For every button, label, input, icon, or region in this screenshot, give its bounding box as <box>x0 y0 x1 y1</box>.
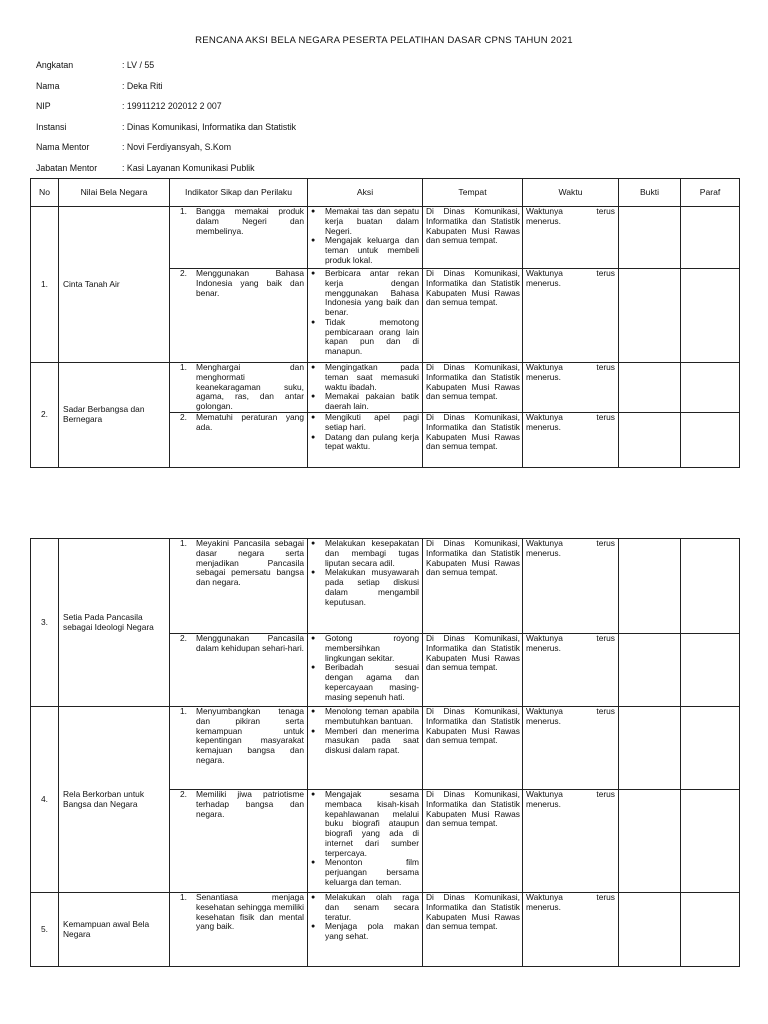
aksi-text: Gotong royong membersihkan lingkungan sekitar. <box>325 633 419 663</box>
row-number: 5. <box>31 893 59 967</box>
tempat-cell: Di Dinas Komunikasi, Informatika dan Statistik Kabupaten Musi Rawas dan semua tempat. <box>423 413 523 468</box>
aksi-item <box>311 790 419 858</box>
paraf-cell <box>681 363 740 413</box>
aksi-item <box>311 707 419 727</box>
table-row <box>31 363 740 413</box>
indikator-text: Senantiasa menjaga kesehatan sehingga memiliki kesehatan fisik dan mental yang baik. <box>196 892 304 932</box>
info-value: : 19911212 202012 2 007 <box>122 101 222 112</box>
tempat-cell: Di Dinas Komunikasi, Informatika dan Statistik Kabupaten Musi Rawas dan semua tempat. <box>423 893 523 967</box>
waktu-cell: Waktunya terus menerus. <box>523 893 619 967</box>
indikator-number: 1. <box>180 892 187 902</box>
tempat-cell: Di Dinas Komunikasi, Informatika dan Statistik Kabupaten Musi Rawas dan semua tempat. <box>423 790 523 893</box>
header-indikator: Indikator Sikap dan Perilaku <box>170 179 308 207</box>
paraf-cell <box>681 413 740 468</box>
bukti-cell <box>619 207 681 269</box>
aksi-text: Melakukan olah raga dan senam secara teratur. <box>325 892 419 922</box>
aksi-list <box>308 413 422 452</box>
aksi-item <box>311 207 419 236</box>
bullet-icon: ● <box>311 433 316 441</box>
indikator-cell <box>170 893 308 967</box>
waktu-cell: Waktunya terus menerus. <box>523 634 619 707</box>
indikator-cell <box>170 413 308 468</box>
info-label: Angkatan <box>36 60 74 71</box>
indikator-text: Bangga memakai produk dalam Negeri dan membelinya. <box>196 206 304 236</box>
info-value: : Deka Riti <box>122 80 163 91</box>
aksi-list <box>308 893 422 942</box>
paraf-cell <box>681 707 740 790</box>
aksi-text: Mengikuti apel pagi setiap hari. <box>325 412 419 432</box>
indikator-number: 1. <box>180 706 187 716</box>
bullet-icon: ● <box>311 859 316 867</box>
bukti-cell <box>619 790 681 893</box>
nilai-bela-negara: Cinta Tanah Air <box>59 207 170 363</box>
indikator-cell <box>170 363 308 413</box>
row-number: 2. <box>31 363 59 468</box>
indikator-item <box>170 539 307 588</box>
waktu-cell: Waktunya terus menerus. <box>523 707 619 790</box>
aksi-cell <box>308 413 423 468</box>
nilai-bela-negara: Rela Berkorban untuk Bangsa dan Negara <box>59 707 170 893</box>
indikator-number: 1. <box>180 538 187 548</box>
bukti-cell <box>619 269 681 363</box>
bullet-icon: ● <box>311 664 316 672</box>
table-row <box>31 893 740 967</box>
bullet-icon: ● <box>311 364 316 371</box>
header-tempat: Tempat <box>423 179 523 207</box>
waktu-cell: Waktunya terus menerus. <box>523 207 619 269</box>
aksi-text: Memakai tas dan sepatu kerja buatan dalam Negeri. <box>325 206 419 236</box>
paraf-cell <box>681 893 740 967</box>
indikator-item <box>170 363 307 412</box>
bukti-cell <box>619 707 681 790</box>
indikator-number: 2. <box>180 633 187 643</box>
table-row <box>31 539 740 634</box>
info-label: Nama <box>36 80 60 91</box>
info-label: NIP <box>36 101 51 112</box>
bukti-cell <box>619 363 681 413</box>
aksi-cell <box>308 539 423 634</box>
action-plan-table-continued <box>30 538 740 967</box>
indikator-number: 2. <box>180 268 187 278</box>
bullet-icon: ● <box>311 208 316 215</box>
nilai-bela-negara: Kemampuan awal Bela Negara <box>59 893 170 967</box>
aksi-item <box>311 413 419 433</box>
indikator-cell <box>170 539 308 634</box>
aksi-item <box>311 727 419 756</box>
indikator-number: 2. <box>180 789 187 799</box>
indikator-cell <box>170 269 308 363</box>
tempat-cell: Di Dinas Komunikasi, Informatika dan Statistik Kabupaten Musi Rawas dan semua tempat. <box>423 207 523 269</box>
aksi-text: Mengajak keluarga dan teman untuk membeli produk lokal. <box>325 235 419 265</box>
participant-info <box>36 55 736 178</box>
tempat-cell: Di Dinas Komunikasi, Informatika dan Statistik Kabupaten Musi Rawas dan semua tempat. <box>423 539 523 634</box>
info-row-jabatan-mentor <box>36 158 736 179</box>
aksi-item <box>311 893 419 922</box>
info-label: Nama Mentor <box>36 142 90 153</box>
aksi-text: Tidak memotong pembicaraan orang lain kapan pun dan di manapun. <box>325 316 419 356</box>
paraf-cell <box>681 790 740 893</box>
info-label: Jabatan Mentor <box>36 162 98 173</box>
indikator-text: Menghargai dan menghormati keanekaragaman suku, agama, ras, dan antar golongan. <box>196 362 304 411</box>
indikator-text: Memiliki jiwa patriotisme terhadap bangsa dan negara. <box>196 789 304 819</box>
header-no: No <box>31 179 59 207</box>
indikator-text: Menggunakan Pancasila dalam kehidupan sehari-hari. <box>196 633 305 653</box>
row-number: 3. <box>31 539 59 707</box>
aksi-text: Menonton film perjuangan bersama keluarga dan teman. <box>325 857 419 887</box>
aksi-item <box>311 634 419 663</box>
info-label: Instansi <box>36 121 67 132</box>
info-value: : LV / 55 <box>122 60 155 71</box>
indikator-cell <box>170 207 308 269</box>
waktu-cell: Waktunya terus menerus. <box>523 413 619 468</box>
aksi-item <box>311 433 419 453</box>
waktu-cell: Waktunya terus menerus. <box>523 790 619 893</box>
aksi-cell <box>308 207 423 269</box>
indikator-item <box>170 707 307 766</box>
aksi-item <box>311 269 419 318</box>
info-row-nama <box>36 76 736 97</box>
aksi-cell <box>308 363 423 413</box>
paraf-cell <box>681 539 740 634</box>
table-body-page-2 <box>31 539 740 967</box>
aksi-list <box>308 634 422 702</box>
bullet-icon: ● <box>311 923 316 931</box>
aksi-item <box>311 568 419 607</box>
aksi-list <box>308 363 422 412</box>
info-value: : Novi Ferdiyansyah, S.Kom <box>122 142 232 153</box>
bullet-icon: ● <box>311 635 316 642</box>
aksi-text: Mengajak sesama membaca kisah-kisah kepahlawanan melalui buku biografi ataupun biografi yang ada di internet dari sumber terpercaya. <box>325 789 419 858</box>
aksi-list <box>308 707 422 756</box>
aksi-text: Menolong teman apabila membutuhkan bantuan. <box>325 706 419 726</box>
indikator-cell <box>170 634 308 707</box>
paraf-cell <box>681 269 740 363</box>
header-paraf: Paraf <box>681 179 740 207</box>
info-row-angkatan <box>36 55 736 76</box>
aksi-item <box>311 539 419 568</box>
info-row-nama-mentor <box>36 137 736 158</box>
bullet-icon: ● <box>311 237 316 245</box>
waktu-cell: Waktunya terus menerus. <box>523 269 619 363</box>
indikator-item <box>170 269 307 298</box>
aksi-item <box>311 663 419 702</box>
indikator-item <box>170 790 307 819</box>
indikator-text: Mematuhi peraturan yang ada. <box>196 412 304 432</box>
nilai-bela-negara: Setia Pada Pancasila sebagai Ideologi Negara <box>59 539 170 707</box>
aksi-cell <box>308 634 423 707</box>
bukti-cell <box>619 539 681 634</box>
aksi-text: Mengingatkan pada teman saat memasuki waktu ibadah. <box>325 362 419 392</box>
table-body-page-1 <box>31 207 740 468</box>
aksi-text: Melakukan kesepakatan dan membagi tugas liputan secara adil. <box>325 538 419 568</box>
tempat-cell: Di Dinas Komunikasi, Informatika dan Statistik Kabupaten Musi Rawas dan semua tempat. <box>423 363 523 413</box>
bukti-cell <box>619 634 681 707</box>
waktu-cell: Waktunya terus menerus. <box>523 363 619 413</box>
bullet-icon: ● <box>311 318 316 326</box>
aksi-text: Menjaga pola makan yang sehat. <box>325 921 419 941</box>
indikator-item <box>170 893 307 932</box>
aksi-list <box>308 269 422 357</box>
aksi-item <box>311 922 419 942</box>
tempat-cell: Di Dinas Komunikasi, Informatika dan Statistik Kabupaten Musi Rawas dan semua tempat. <box>423 707 523 790</box>
bukti-cell <box>619 413 681 468</box>
indikator-cell <box>170 790 308 893</box>
aksi-item <box>311 363 419 392</box>
paraf-cell <box>681 207 740 269</box>
aksi-text: Datang dan pulang kerja tepat waktu. <box>325 431 419 452</box>
indikator-text: Meyakini Pancasila sebagai dasar negara serta menjadikan Pancasila sebagai pemersatu bangsa dan negara. <box>196 538 304 587</box>
bullet-icon: ● <box>311 727 316 735</box>
aksi-list <box>308 207 422 266</box>
indikator-cell <box>170 707 308 790</box>
aksi-list <box>308 539 422 607</box>
aksi-text: Memberi dan menerima masukan pada saat diskusi dalam rapat. <box>325 725 419 755</box>
header-nilai: Nilai Bela Negara <box>59 179 170 207</box>
action-plan-table <box>30 178 740 468</box>
indikator-number: 1. <box>180 362 187 372</box>
aksi-item <box>311 392 419 412</box>
paraf-cell <box>681 634 740 707</box>
aksi-text: Beribadah sesuai dengan agama dan kepercayaan masing-masing sepenuh hati. <box>325 662 419 702</box>
indikator-item <box>170 634 307 654</box>
tempat-cell: Di Dinas Komunikasi, Informatika dan Statistik Kabupaten Musi Rawas dan semua tempat. <box>423 634 523 707</box>
bullet-icon: ● <box>311 569 316 577</box>
aksi-text: Memakai pakaian batik daerah lain. <box>325 391 419 411</box>
document-title: RENCANA AKSI BELA NEGARA PESERTA PELATIHAN DASAR CPNS TAHUN 2021 <box>195 35 573 46</box>
table-row <box>31 707 740 790</box>
bullet-icon: ● <box>311 540 316 547</box>
row-number: 4. <box>31 707 59 893</box>
aksi-list <box>308 790 422 888</box>
info-value: : Kasi Layanan Komunikasi Publik <box>122 162 255 173</box>
aksi-item <box>311 858 419 887</box>
indikator-item <box>170 413 307 433</box>
aksi-cell <box>308 269 423 363</box>
indikator-text: Menyumbangkan tenaga dan pikiran serta kemampuan untuk kepentingan masyarakat kemajuan bangsa dan negara. <box>196 706 304 765</box>
aksi-item <box>311 318 419 357</box>
aksi-cell <box>308 893 423 967</box>
row-number: 1. <box>31 207 59 363</box>
header-waktu: Waktu <box>523 179 619 207</box>
bullet-icon: ● <box>311 708 316 715</box>
table-row <box>31 207 740 269</box>
header-aksi: Aksi <box>308 179 423 207</box>
bukti-cell <box>619 893 681 967</box>
indikator-number: 1. <box>180 206 187 216</box>
aksi-cell <box>308 790 423 893</box>
info-row-instansi <box>36 117 736 138</box>
aksi-cell <box>308 707 423 790</box>
indikator-number: 2. <box>180 412 187 422</box>
header-bukti: Bukti <box>619 179 681 207</box>
info-value: : Dinas Komunikasi, Informatika dan Statistik <box>122 121 297 132</box>
bullet-icon: ● <box>311 270 316 277</box>
aksi-text: Berbicara antar rekan kerja dengan menggunakan Bahasa Indonesia yang baik dan benar. <box>325 268 419 317</box>
nilai-bela-negara: Sadar Berbangsa dan Bernegara <box>59 363 170 468</box>
bullet-icon: ● <box>311 791 316 798</box>
tempat-cell: Di Dinas Komunikasi, Informatika dan Statistik Kabupaten Musi Rawas dan semua tempat. <box>423 269 523 363</box>
info-row-nip <box>36 96 736 117</box>
table-header-row <box>31 179 740 207</box>
aksi-text: Melakukan musyawarah pada setiap diskusi dalam mengambil keputusan. <box>325 567 419 607</box>
indikator-item <box>170 207 307 236</box>
bullet-icon: ● <box>311 393 316 401</box>
aksi-item <box>311 236 419 265</box>
bullet-icon: ● <box>311 894 316 901</box>
indikator-text: Menggunakan Bahasa Indonesia yang baik dan benar. <box>196 268 304 298</box>
bullet-icon: ● <box>311 414 316 421</box>
waktu-cell: Waktunya terus menerus. <box>523 539 619 634</box>
